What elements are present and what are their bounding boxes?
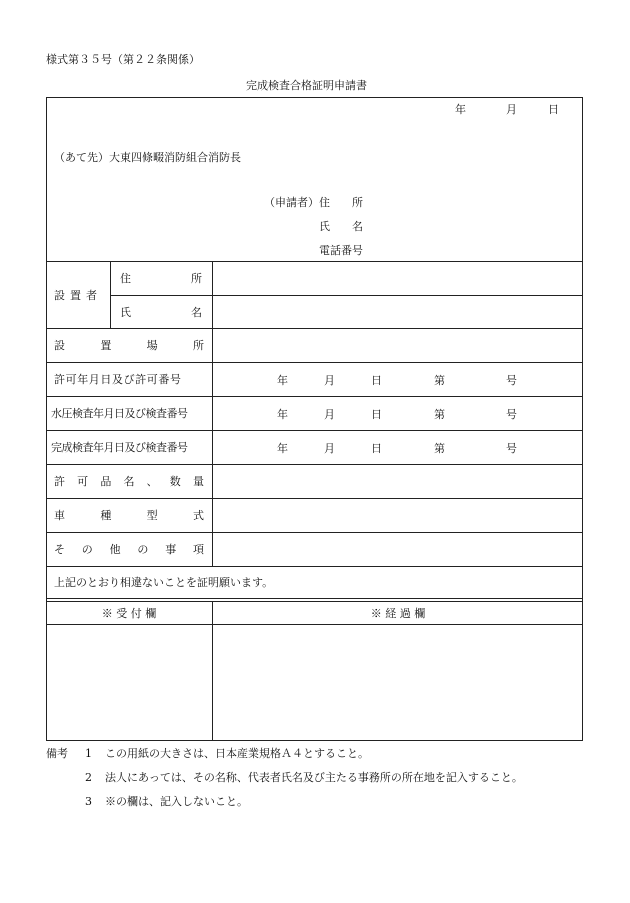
installer-label: 設置者 xyxy=(54,288,102,302)
date-day-label: 日 xyxy=(548,103,559,116)
water-test-day: 日 xyxy=(371,408,382,421)
installer-name-label: 氏 名 xyxy=(120,305,202,319)
completion-dai: 第 xyxy=(434,442,445,455)
water-test-year: 年 xyxy=(277,408,288,421)
date-month-label: 月 xyxy=(506,103,517,116)
water-test-label: 水圧検査年月日及び検査番号 xyxy=(51,407,188,420)
note-2-text: 法人にあっては、その名称、代表者氏名及び主たる事務所の所在地を記入すること。 xyxy=(105,771,523,784)
water-test-go: 号 xyxy=(506,408,517,421)
location-field[interactable] xyxy=(213,329,582,362)
note-1-number: 1 xyxy=(85,747,92,760)
notes-label: 備考 xyxy=(46,747,68,760)
other-label: そ の 他 の 事 項 xyxy=(54,543,204,556)
form-title: 完成検査合格証明申請書 xyxy=(246,79,367,92)
installer-name-field[interactable] xyxy=(213,296,582,328)
note-1-text: この用紙の大きさは、日本産業規格Ａ４とすること。 xyxy=(105,747,369,760)
permit-month: 月 xyxy=(324,374,335,387)
vehicle-field[interactable] xyxy=(213,499,582,532)
form-number: 様式第３５号（第２２条関係） xyxy=(46,53,200,66)
note-2-number: 2 xyxy=(85,771,92,784)
location-label: 設 置 場 所 xyxy=(54,339,204,352)
note-3-text: ※の欄は、記入しないこと。 xyxy=(105,795,248,808)
permit-go: 号 xyxy=(506,374,517,387)
certification-statement: 上記のとおり相違ないことを証明願います。 xyxy=(54,576,274,589)
applicant-label: （申請者） xyxy=(264,196,319,209)
vehicle-label: 車 種 型 式 xyxy=(54,509,204,522)
progress-header: ※ 経 過 欄 xyxy=(370,606,426,620)
applicant-name-label: 氏 名 xyxy=(319,220,363,233)
note-3-number: 3 xyxy=(85,795,92,808)
permit-label: 許可年月日及び許可番号 xyxy=(54,373,182,386)
progress-field xyxy=(213,625,582,740)
applicant-phone-label: 電話番号 xyxy=(319,244,363,257)
product-field[interactable] xyxy=(213,465,582,498)
other-field[interactable] xyxy=(213,533,582,566)
permit-dai: 第 xyxy=(434,374,445,387)
completion-label: 完成検査年月日及び検査番号 xyxy=(51,441,188,454)
date-year-label: 年 xyxy=(455,103,466,116)
applicant-address-label: 住 所 xyxy=(319,196,363,209)
permit-day: 日 xyxy=(371,374,382,387)
completion-day: 日 xyxy=(371,442,382,455)
installer-address-field[interactable] xyxy=(213,262,582,295)
water-test-dai: 第 xyxy=(434,408,445,421)
completion-month: 月 xyxy=(324,442,335,455)
permit-year: 年 xyxy=(277,374,288,387)
completion-year: 年 xyxy=(277,442,288,455)
completion-go: 号 xyxy=(506,442,517,455)
installer-address-label: 住 所 xyxy=(120,272,202,285)
product-label: 許 可 品 名 、 数 量 xyxy=(54,475,204,488)
water-test-month: 月 xyxy=(324,408,335,421)
reception-field xyxy=(47,625,212,740)
reception-header: ※ 受 付 欄 xyxy=(101,606,157,620)
addressee: （あて先）大東四條畷消防組合消防長 xyxy=(54,151,241,164)
